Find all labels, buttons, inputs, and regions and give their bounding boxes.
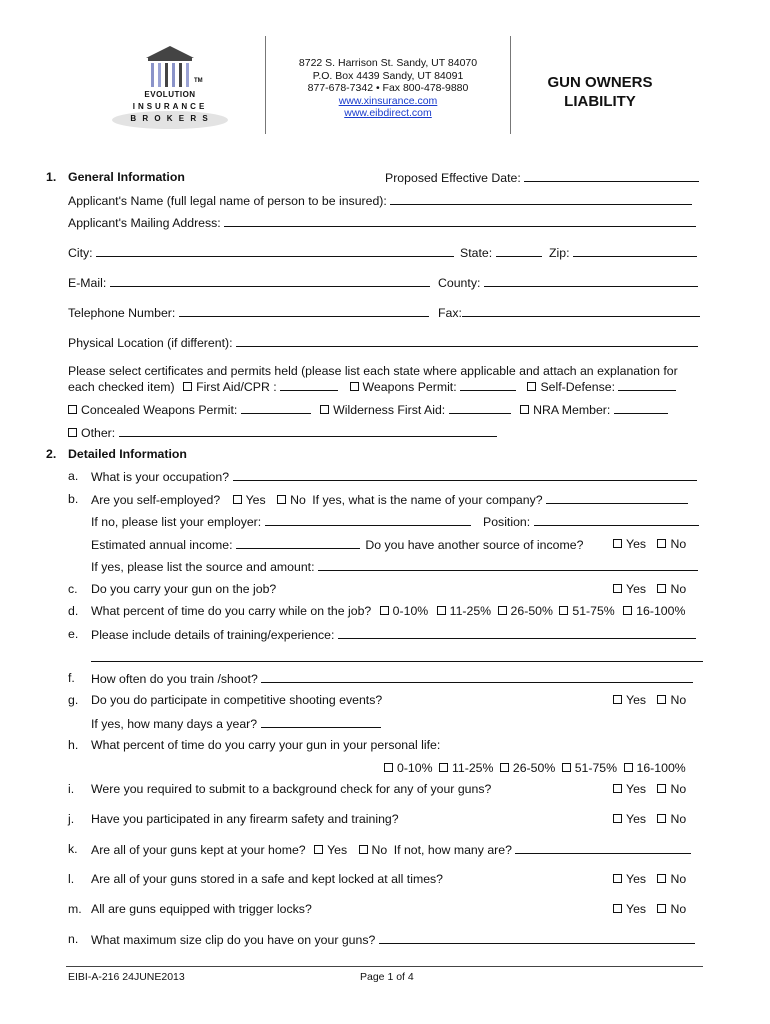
company-name-label: If yes, what is the name of your company? — [312, 493, 543, 507]
competitive-yes-checkbox[interactable] — [613, 695, 622, 704]
employer-label: If no, please list your employer: — [91, 515, 262, 529]
physical-location-label: Physical Location (if different): — [68, 336, 233, 350]
no-label: No — [290, 493, 306, 507]
wilderness-first-aid-field[interactable] — [449, 402, 511, 414]
question-letter: i. — [68, 782, 75, 796]
address-line: 8722 S. Harrison St. Sandy, UT 84070 — [298, 57, 478, 69]
form-title — [520, 73, 680, 111]
certificates-row-1 — [68, 379, 676, 394]
percent-option: 0-10% — [397, 761, 433, 775]
background-check-yes-no — [613, 782, 686, 796]
concealed-weapons-label: Concealed Weapons Permit: — [81, 403, 238, 417]
self-defense-checkbox[interactable] — [527, 382, 536, 391]
city-row — [68, 245, 454, 260]
question-letter: j. — [68, 812, 75, 826]
training-details-extra-line[interactable] — [91, 650, 703, 665]
concealed-weapons-checkbox[interactable] — [68, 405, 77, 414]
applicant-name-label: Applicant's Name (full legal name of person to be insured): — [68, 194, 387, 208]
no-label: No — [670, 902, 687, 916]
competitive-yes-no — [613, 693, 686, 707]
job-percent-checkbox[interactable] — [623, 606, 632, 615]
carry-on-job-yes-checkbox[interactable] — [613, 584, 622, 593]
other-field[interactable] — [119, 425, 497, 437]
train-frequency-row — [91, 671, 693, 686]
income-row — [91, 537, 583, 552]
question-letter: a. — [68, 469, 79, 483]
physical-location-field[interactable] — [236, 335, 698, 347]
address-line: P.O. Box 4439 Sandy, UT 84091 — [312, 69, 464, 82]
no-label: No — [670, 537, 687, 551]
job-percent-checkbox[interactable] — [559, 606, 568, 615]
applicant-name-field[interactable] — [390, 193, 692, 205]
guns-at-home-row — [91, 842, 691, 857]
page-number: Page 1 of 4 — [360, 971, 414, 983]
city-label: City: — [68, 246, 93, 260]
other-row — [68, 425, 497, 440]
county-row — [438, 275, 698, 290]
company-name-field[interactable] — [546, 492, 688, 504]
percent-option: 0-10% — [392, 604, 429, 618]
question-letter: m. — [68, 902, 82, 916]
section2-number: 2. — [46, 447, 57, 461]
position-field[interactable] — [534, 514, 699, 526]
self-employed-yes-checkbox[interactable] — [233, 495, 242, 504]
website-link[interactable]: www.eibdirect.com — [344, 107, 432, 119]
company-logo — [108, 44, 232, 130]
question-letter: c. — [68, 582, 78, 596]
background-check-label: Were you required to submit to a background check for any of your guns? — [91, 782, 492, 796]
training-details-row — [91, 627, 696, 642]
personal-carry-label: What percent of time do you carry your gun in your personal life: — [91, 738, 441, 752]
form-id: EIBI-A-216 24JUNE2013 — [68, 971, 185, 983]
train-frequency-label: How often do you train /shoot? — [91, 672, 258, 686]
income-label: Estimated annual income: — [91, 538, 233, 552]
stored-in-safe-no-checkbox[interactable] — [657, 874, 666, 883]
effective-date-row — [385, 170, 699, 185]
question-letter: k. — [68, 842, 78, 856]
website-link[interactable]: www.xinsurance.com — [338, 94, 438, 107]
physical-location-row — [68, 335, 698, 350]
no-label: No — [371, 843, 388, 857]
train-frequency-field[interactable] — [261, 671, 693, 683]
self-employed-no-checkbox[interactable] — [277, 495, 286, 504]
state-label: State: — [460, 246, 493, 260]
other-income-yes-no — [613, 537, 686, 551]
county-label: County: — [438, 276, 481, 290]
mailing-address-label: Applicant's Mailing Address: — [68, 216, 221, 230]
self-employed-row — [91, 492, 688, 507]
personal-percent-checkbox[interactable] — [500, 763, 509, 772]
personal-percent-checkbox[interactable] — [624, 763, 633, 772]
certificates-row-2 — [68, 402, 668, 417]
yes-label: Yes — [626, 582, 647, 596]
wilderness-first-aid-label: Wilderness First Aid: — [333, 403, 446, 417]
personal-percent-checkbox[interactable] — [439, 763, 448, 772]
job-percent-checkbox[interactable] — [380, 606, 389, 615]
stored-in-safe-yes-no — [613, 872, 686, 886]
question-letter: b. — [68, 492, 79, 506]
fax-label: Fax: — [438, 306, 462, 320]
position-label: Position: — [483, 515, 531, 529]
phone-fax-line: 877-678-7342 • Fax 800-478-9880 — [307, 82, 469, 94]
question-letter: e. — [68, 627, 79, 641]
mailing-address-field[interactable] — [224, 215, 696, 227]
trigger-locks-yes-checkbox[interactable] — [613, 904, 622, 913]
yes-label: Yes — [626, 902, 647, 916]
logo-line-insurance: INSURANCE — [132, 102, 208, 111]
header-divider-left — [265, 36, 266, 134]
training-details-label: Please include details of training/experience: — [91, 628, 335, 642]
question-letter: f. — [68, 671, 75, 685]
clip-size-label: What maximum size clip do you have on your guns? — [91, 933, 376, 947]
stored-in-safe-label: Are all of your guns stored in a safe and kept locked at all times? — [91, 872, 444, 886]
no-label: No — [670, 582, 687, 596]
zip-field[interactable] — [573, 245, 697, 257]
other-income-no-checkbox[interactable] — [657, 539, 666, 548]
yes-label: Yes — [626, 537, 647, 551]
email-field[interactable] — [110, 275, 430, 287]
section2-heading: Detailed Information — [68, 447, 187, 461]
how-many-away-field[interactable] — [515, 842, 691, 854]
safety-training-label: Have you participated in any firearm safety and training? — [91, 812, 399, 826]
no-label: No — [670, 693, 687, 707]
yes-label: Yes — [327, 843, 348, 857]
other-checkbox[interactable] — [68, 428, 77, 437]
competitive-label: Do you do participate in competitive shooting events? — [91, 693, 383, 707]
email-label: E-Mail: — [68, 276, 107, 290]
weapons-permit-label: Weapons Permit: — [362, 380, 457, 394]
guns-at-home-yes-checkbox[interactable] — [314, 845, 323, 854]
job-percent-checkbox[interactable] — [437, 606, 446, 615]
other-label: Other: — [81, 426, 116, 440]
logo-tm: TM — [194, 78, 203, 84]
personal-percent-checkbox[interactable] — [384, 763, 393, 772]
nra-member-label: NRA Member: — [533, 403, 611, 417]
safety-training-no-checkbox[interactable] — [657, 814, 666, 823]
training-details-field[interactable] — [338, 627, 696, 639]
percent-option: 51-75% — [574, 761, 618, 775]
yes-label: Yes — [626, 872, 647, 886]
effective-date-label: Proposed Effective Date: — [385, 171, 521, 185]
percent-option: 11-25% — [449, 604, 492, 618]
telephone-label: Telephone Number: — [68, 306, 176, 320]
yes-label: Yes — [245, 493, 266, 507]
self-defense-field[interactable] — [618, 379, 676, 391]
certificates-instructions: Please select certificates and permits held (please list each state where applicable and attach an explanation for — [68, 364, 678, 378]
job-carry-percent-label: What percent of time do you carry while on the job? — [91, 604, 372, 618]
self-employed-label: Are you self-employed? — [91, 493, 221, 507]
guns-at-home-no-checkbox[interactable] — [359, 845, 368, 854]
carry-on-job-no-checkbox[interactable] — [657, 584, 666, 593]
section1-number: 1. — [46, 170, 57, 184]
question-letter: d. — [68, 604, 79, 618]
stored-in-safe-yes-checkbox[interactable] — [613, 874, 622, 883]
job-percent-checkbox[interactable] — [498, 606, 507, 615]
percent-option: 11-25% — [451, 761, 494, 775]
state-zip-row — [460, 245, 697, 260]
question-letter: n. — [68, 932, 79, 946]
carry-on-job-label: Do you carry your gun on the job? — [91, 582, 277, 596]
nra-member-checkbox[interactable] — [520, 405, 529, 414]
question-letter: l. — [68, 872, 75, 886]
income-source-label: If yes, please list the source and amount: — [91, 560, 315, 574]
occupation-label: What is your occupation? — [91, 470, 230, 484]
position-row — [483, 514, 699, 529]
concealed-weapons-field[interactable] — [241, 402, 311, 414]
county-field[interactable] — [484, 275, 698, 287]
no-label: No — [670, 782, 687, 796]
days-per-year-label: If yes, how many days a year? — [91, 717, 258, 731]
other-income-yes-checkbox[interactable] — [613, 539, 622, 548]
effective-date-field[interactable] — [524, 170, 699, 182]
job-carry-percent-row — [91, 604, 685, 618]
footer-rule — [66, 966, 703, 967]
no-label: No — [670, 872, 687, 886]
city-field[interactable] — [96, 245, 454, 257]
logo-line-evolution: EVOLUTION — [144, 90, 196, 99]
form-title-line1: GUN OWNERS — [547, 74, 653, 91]
days-per-year-field[interactable] — [261, 716, 381, 728]
no-label: No — [670, 812, 687, 826]
first-aid-checkbox[interactable] — [183, 382, 192, 391]
trigger-locks-label: All are guns equipped with trigger locks? — [91, 902, 312, 916]
percent-option: 16-100% — [636, 604, 686, 618]
fax-row — [438, 305, 700, 320]
income-field[interactable] — [236, 537, 360, 549]
background-check-no-checkbox[interactable] — [657, 784, 666, 793]
first-aid-field[interactable] — [280, 379, 338, 391]
other-income-label: Do you have another source of income? — [365, 538, 584, 552]
header-divider-right — [510, 36, 511, 134]
personal-percent-checkbox[interactable] — [562, 763, 571, 772]
logo-line-brokers: B R O K E R S — [130, 114, 210, 123]
telephone-field[interactable] — [179, 305, 429, 317]
email-row — [68, 275, 430, 290]
company-address-block — [288, 57, 488, 120]
percent-option: 51-75% — [572, 604, 615, 618]
percent-option: 16-100% — [636, 761, 686, 775]
wilderness-first-aid-checkbox[interactable] — [320, 405, 329, 414]
personal-carry-options — [384, 761, 686, 775]
yes-label: Yes — [626, 782, 647, 796]
applicant-name-row — [68, 193, 692, 208]
background-check-yes-checkbox[interactable] — [613, 784, 622, 793]
occupation-row — [91, 469, 697, 484]
weapons-permit-field[interactable] — [460, 379, 516, 391]
guns-at-home-label: Are all of your guns kept at your home? — [91, 843, 306, 857]
clip-size-row — [91, 932, 695, 947]
how-many-away-label: If not, how many are? — [393, 843, 512, 857]
section1-heading: General Information — [68, 170, 185, 184]
employer-field[interactable] — [265, 514, 471, 526]
fax-field[interactable] — [462, 305, 700, 317]
percent-option: 26-50% — [512, 761, 556, 775]
employer-row — [91, 514, 471, 529]
clip-size-field[interactable] — [379, 932, 695, 944]
income-source-row — [91, 559, 698, 574]
yes-label: Yes — [626, 812, 647, 826]
mailing-address-row — [68, 215, 696, 230]
weapons-permit-checkbox[interactable] — [350, 382, 359, 391]
competitive-no-checkbox[interactable] — [657, 695, 666, 704]
training-details-field-2[interactable] — [91, 650, 703, 662]
state-field[interactable] — [496, 245, 542, 257]
yes-label: Yes — [626, 693, 647, 707]
safety-training-yes-no — [613, 812, 686, 826]
percent-option: 26-50% — [510, 604, 553, 618]
first-aid-label: First Aid/CPR : — [196, 380, 277, 394]
question-letter: g. — [68, 693, 79, 707]
form-title-line2: LIABILITY — [564, 93, 636, 110]
safety-training-yes-checkbox[interactable] — [613, 814, 622, 823]
zip-label: Zip: — [548, 246, 570, 260]
question-letter: h. — [68, 738, 79, 752]
income-source-field[interactable] — [318, 559, 698, 571]
carry-on-job-yes-no — [613, 582, 686, 596]
nra-member-field[interactable] — [614, 402, 668, 414]
certificates-instructions-cont: each checked item) — [68, 380, 175, 394]
self-defense-label: Self-Defense: — [540, 380, 615, 394]
trigger-locks-yes-no — [613, 902, 686, 916]
telephone-row — [68, 305, 429, 320]
trigger-locks-no-checkbox[interactable] — [657, 904, 666, 913]
occupation-field[interactable] — [233, 469, 697, 481]
days-per-year-row — [91, 716, 381, 731]
